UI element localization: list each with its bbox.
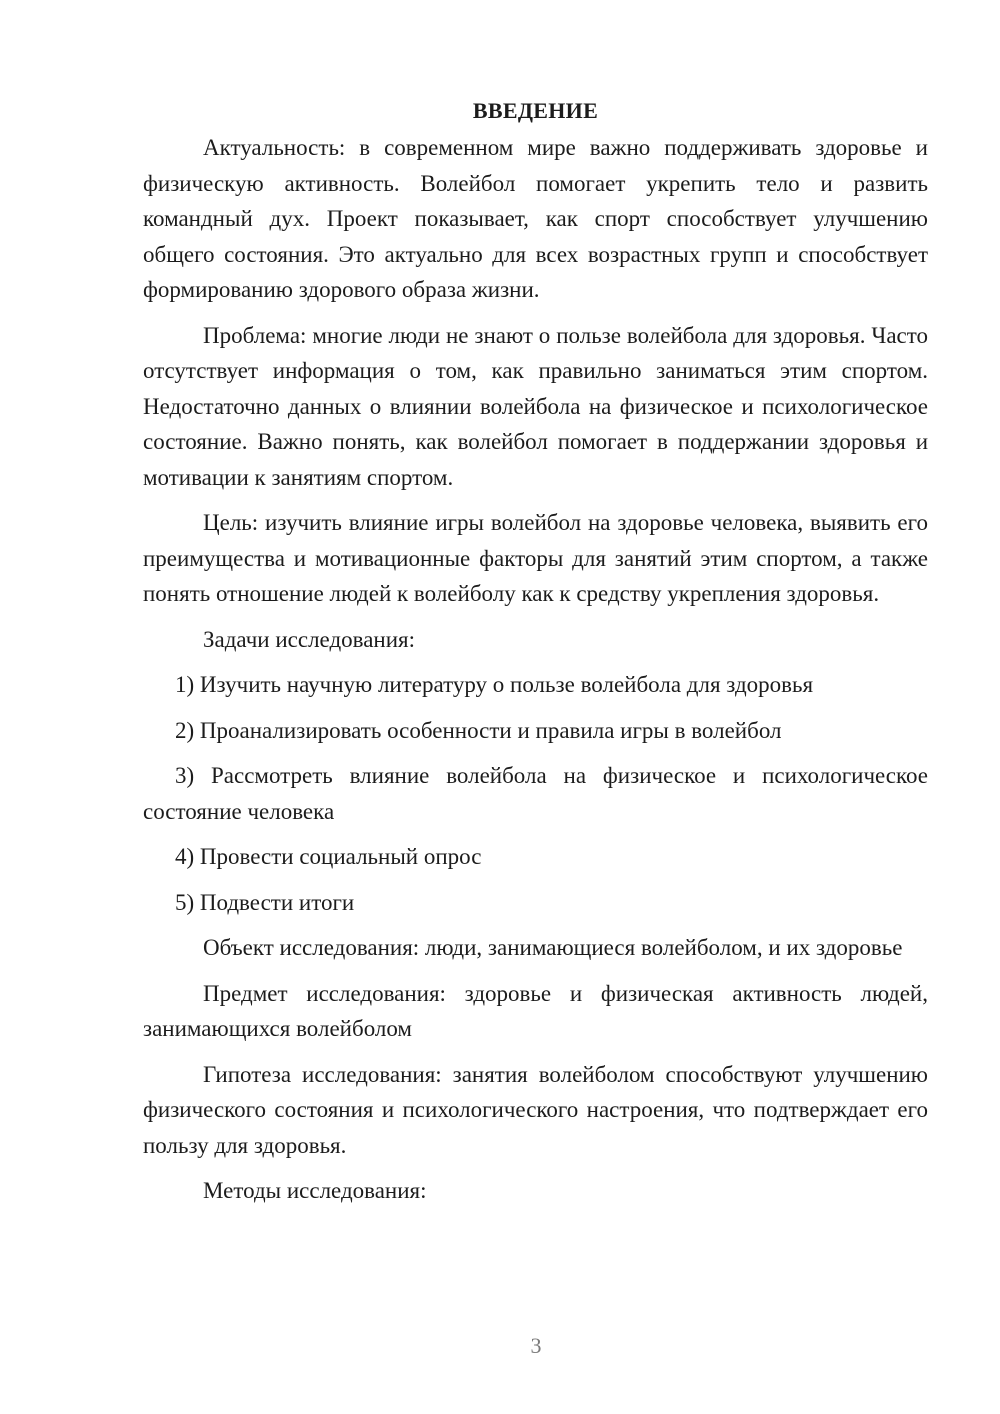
goal-paragraph: Цель: изучить влияние игры волейбол на здоровье человека, выявить его преимущества и мотивационные факторы для занятий этим спортом, а также понять отношение людей к волейболу как к средству укрепления здоровья. (143, 510, 928, 606)
task-item-4: 4) Провести социальный опрос (175, 844, 482, 869)
methods-label: Методы исследования: (203, 1178, 427, 1203)
task-item-5: 5) Подвести итоги (175, 889, 355, 915)
problem-paragraph: Проблема: многие люди не знают о пользе волейбола для здоровья. Часто отсутствует информация о том, как правильно заниматься этим спортом. Недостаточно данных о влиянии волейбола на физическое и психологическое состояние. Важно понять, как волейбол помогает в поддержании здоровья и мотивации к занятиям спортом. (143, 322, 928, 490)
page-content (143, 96, 928, 1219)
tasks-label: Задачи исследования: (203, 626, 416, 652)
task-item-1: 1) Изучить научную литературу о пользе волейбола для здоровья (175, 672, 814, 697)
task-item-3: 3) Рассмотреть влияние волейбола на физическое и психологическое состояние человека (143, 763, 928, 824)
section-heading: ВВЕДЕНИЕ (472, 98, 599, 123)
task-item-2: 2) Проанализировать особенности и правила игры в волейбол (175, 717, 782, 743)
relevance-paragraph: Актуальность: в современном мире важно поддерживать здоровье и физическую активность. Волейбол помогает укрепить тело и развить командный дух. Проект показывает, как спорт способствует улучшению общего состояния. Это актуально для всех возрастных групп и способствует формированию здорового образа жизни. (143, 135, 928, 302)
hypothesis-paragraph: Гипотеза исследования: занятия волейболом способствуют улучшению физического состояния и психологического настроения, что подтверждает его пользу для здоровья. (143, 1061, 928, 1158)
subject-paragraph: Предмет исследования: здоровье и физическая активность людей, занимающихся волейболом (143, 980, 928, 1041)
page-number: 3 (530, 1333, 542, 1358)
object-paragraph: Объект исследования: люди, занимающиеся волейболом, и их здоровье (203, 935, 903, 960)
